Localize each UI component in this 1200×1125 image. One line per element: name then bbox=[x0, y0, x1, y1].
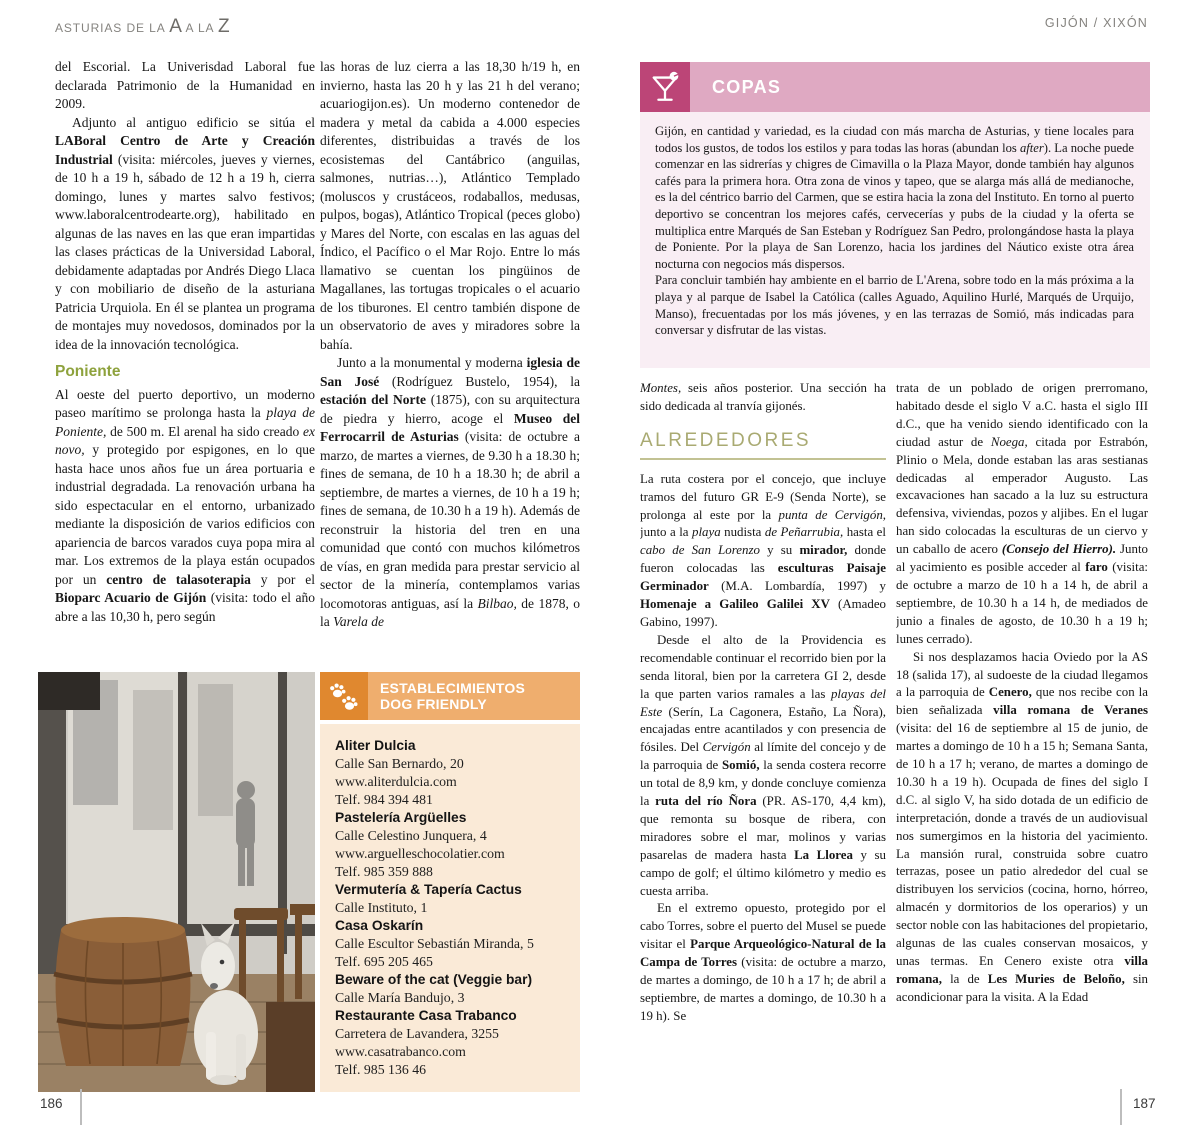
establishment-detail: Calle Escultor Sebastián Miranda, 5 bbox=[335, 936, 534, 951]
establishment-entry bbox=[335, 737, 568, 809]
paragraph: Desde el alto de la Providencia es recomendable continuar el recorrido bien por la senda litoral, bien por la carretera GI 2, desde la que parten varios ramales a las playas del Este (Serín, La Cagonera, Estaño, La Ñora), encajadas entre acantilados y con presencia de fósiles. Del Cervigón al límite del concejo y de la parroquia de Somió, la senda costera recorre un total de 8,9 km, y donde concluye comienza la ruta del río Ñora (PR. AS-170, 4,4 km), que remonta su bosque de ribera, con miradores sobre el mar, molinos y varias pasarelas de madera hasta La Llorea y su campo de golf; el último kilómetro y medio es cuesta arriba. bbox=[640, 632, 886, 898]
copas-box-header bbox=[640, 62, 1150, 112]
dog-friendly-box-body bbox=[320, 724, 580, 1092]
copas-box-body bbox=[640, 112, 1150, 368]
paw-prints-icon bbox=[320, 672, 368, 720]
paragraph: La ruta costera por el concejo, que incluye tramos del futuro GR E-9 (Senda Norte), se prolonga al este por la punta de Cervigón, junto a la playa nudista de Peñarrubia, hasta el cabo de San Lorenzo y su mirador, donde fueron colocadas las esculturas Paisaje Germinador (M.A. Lombardía, 1997) y Homenaje a Galileo Galilei XV (Amadeo Gabino, 1997). bbox=[640, 471, 886, 629]
establishment-name: Casa Oskarín bbox=[335, 918, 424, 933]
establishment-detail: www.aliterdulcia.com bbox=[335, 774, 457, 789]
establishment-entry bbox=[335, 917, 568, 971]
dog-cafe-photo bbox=[38, 672, 315, 1092]
establishment-detail: www.casatrabanco.com bbox=[335, 1044, 466, 1059]
dog-cafe-photo-illustration bbox=[38, 672, 315, 1092]
establishment-entry bbox=[335, 971, 568, 1007]
paragraph: Si nos desplazamos hacia Oviedo por la AS 18 (salida 17), al sudoeste de la ciudad llegamos a la parroquia de Cenero, que nos recibe con la bien señalizada villa romana de Veranes (visita: del 16 de septiembre al 15 de junio, de martes a domingo de 10 h a 15 h; Semana Santa, de 10 h a 17 h; verano, de martes a domingo de 10.30 h a 19 h). Ocupada de fines del siglo I d.C. al siglo V, ha sido dotada de un edificio de interpretación, donde a través de un audiovisual nos sumergimos en la historia del yacimiento. La mansión rural, construida sobre cuatro terrazas, posee un patio alrededor del cual se distribuyen los servicios (cocina, horno, hórreo, almacén y dormitorios de los operarios) y un sector noble con las habitaciones del propietario, algunas de las cuales conservan mosaicos, y unas termas. En Cenero existe otra villa romana, la de Les Muries de Beloño, sin acondicionar para la visita. A la Edad bbox=[896, 649, 1148, 1004]
establishment-detail: Carretera de Lavandera, 3255 bbox=[335, 1026, 499, 1041]
folio-rule-right bbox=[1120, 1089, 1122, 1125]
dog-friendly-title-line2: DOG FRIENDLY bbox=[380, 696, 487, 712]
left-page-column-2 bbox=[320, 58, 580, 660]
paragraph: Al oeste del puerto deportivo, un moderno paseo marítimo se prolonga hasta la playa de Poniente, de 500 m. El arenal ha sido creado ex novo, y protegido por espigones, en lo que hasta hace unos años fue un área portuaria e industrial degradada. La renovación urbana ha sido espectacular en el entorno, urbanizado mediante la disposición de varios edificios con apariencia de barcos varados cuya popa mira al mar. Los extremos de la playa están ocupados por un centro de talasoterapia y por el Bioparc Acuario de Gijón (visita: todo el año abre a las 10,30 h, pero según bbox=[55, 386, 315, 624]
establishment-name: Aliter Dulcia bbox=[335, 738, 416, 753]
establishment-name: Pastelería Argüelles bbox=[335, 810, 467, 825]
establishment-name: Restaurante Casa Trabanco bbox=[335, 1008, 517, 1023]
running-head-left bbox=[55, 16, 230, 38]
establishment-name: Vermutería & Tapería Cactus bbox=[335, 882, 522, 897]
paragraph: Montes, seis años posterior. Una sección ha sido dedicada al tranvía gijonés. bbox=[640, 381, 886, 413]
establishment-detail: Calle San Bernardo, 20 bbox=[335, 756, 464, 771]
running-head-left-text: A LA bbox=[181, 21, 218, 35]
barrel-shape bbox=[54, 917, 192, 1066]
establishment-entry bbox=[335, 809, 568, 881]
establishment-detail: Calle María Bandujo, 3 bbox=[335, 990, 465, 1005]
establishment-entry bbox=[335, 1007, 568, 1079]
establishment-detail: Telf. 984 394 481 bbox=[335, 792, 433, 807]
paragraph: las horas de luz cierra a las 18,30 h/19 h, en invierno, hasta las 20 h y las 21 h del verano; acuariogijon.es). Un moderno contenedor de madera y metal da cabida a 4.000 especies diferentes, distribuidas a través de los ecosistemas del Cantábrico (anguilas, salmones, nutrias…), Atlántico Templado (moluscos y crustáceos, rodaballos, medusas, pulpos, bogas), Atlántico Tropical (peces globo) y Mares del Norte, con escalas en las aguas del Índico, el Pacífico o el Mar Rojo. Entre lo más llamativo se cuentan los pingüinos de Magallanes, las tortugas tropicales o el acuario de los tiburones. El centro también dispone de un observatorio de aves y miradores sobre la bahía. bbox=[320, 59, 580, 352]
dog-friendly-title-bar bbox=[368, 672, 580, 720]
running-head-right: GIJÓN / XIXÓN bbox=[1044, 16, 1148, 30]
page-number-right: 187 bbox=[1133, 1096, 1156, 1111]
left-page-column-1 bbox=[55, 58, 315, 660]
cocktail-glass-icon bbox=[640, 62, 690, 112]
section-heading: ALREDEDORES bbox=[640, 432, 886, 460]
right-page-column-2 bbox=[896, 380, 1148, 1092]
establishment-name: Beware of the cat (Veggie bar) bbox=[335, 972, 533, 987]
dog-friendly-box-header bbox=[320, 672, 580, 720]
running-head-left-text: ASTURIAS DE LA bbox=[55, 21, 170, 35]
establishment-detail: Calle Instituto, 1 bbox=[335, 900, 428, 915]
folio-rule-left bbox=[80, 1089, 82, 1125]
establishment-detail: Telf. 985 359 888 bbox=[335, 864, 433, 879]
dog-friendly-title-line1: ESTABLECIMIENTOS bbox=[380, 680, 526, 696]
establishment-detail: Calle Celestino Junquera, 4 bbox=[335, 828, 487, 843]
section-heading: Poniente bbox=[55, 363, 121, 380]
page-number-left: 186 bbox=[40, 1096, 63, 1111]
paragraph: Junto a la monumental y moderna iglesia de San José (Rodríguez Bustelo, 1954), la estación del Norte (1875), con su arquitectura de piedra y hierro, acoge el Museo del Ferrocarril de Asturias (visita: de octubre a marzo, de martes a viernes, de 9.30 h a 18.30 h; fines de semana, de 10 h a 18.30 h; de abril a septiembre, de martes a viernes, de 10 h a 19 h; fines de semana, de 10.30 h a 19 h). Además de reconstruir la historia del tren en una comunidad que contó con muchos kilómetros de vías, en gran medida para prestar servicio al sector de la minería, contemplamos varias locomotoras antiguas, así la Bilbao, de 1878, o la Varela de bbox=[320, 355, 580, 629]
paragraph: Gijón, en cantidad y variedad, es la ciudad con más marcha de Asturias, y tiene locales para todos los gustos, de todos los estilos y para todas las horas (abundan los after). La noche puede comenzar en las sidrerías y chigres de Cimavilla o la Plaza Mayor, donde también hay algunos cafés para la primera hora. Otra zona de vinos y tapeo, que se alarga más allá de medianoche, es la del céntrico barrio del Carmen, que se estira hacia la zona del Instituto. En torno al puerto deportivo se concentran los mejores cafés, cervecerías y pubs de la ciudad y la oferta se multiplica entre Marqués de San Esteban y Rodríguez San Pedro, prolongándose hasta la playa de Poniente. Por la playa de San Lorenzo, hacia los jardines del Náutico existe otra área nocturna con negocios más dispersos. bbox=[655, 124, 1135, 271]
establishment-detail: Telf. 985 136 46 bbox=[335, 1062, 426, 1077]
running-head-letter-a: A bbox=[169, 16, 182, 37]
establishment-entry bbox=[335, 881, 568, 917]
copas-title: COPAS bbox=[712, 76, 782, 97]
paragraph: En el extremo opuesto, protegido por el cabo Torres, sobre el puerto del Musel se puede visitar el Parque Arqueológico-Natural de la Campa de Torres (visita: de octubre a marzo, de martes a domingo, de 10 h a 17 h; de abril a septiembre, de martes a domingo, de 10.30 h a 19 h). Se bbox=[640, 901, 886, 1023]
establishment-detail: www.arguelleschocolatier.com bbox=[335, 846, 505, 861]
paragraph: Adjunto al antiguo edificio se sitúa el LABoral Centro de Arte y Creación Industrial (visita: miércoles, jueves y viernes, de 10 h a 19 h, sábado de 12 h a 19 h, cierra domingo, lunes y martes salvo festivos; www.laboralcentrodearte.org), habilitado en algunas de las naves en las que eran impartidas las clases prácticas de la Universidad Laboral, debidamente adaptadas por Andrés Diego Llaca y con mobiliario de diseño de la asturiana Patricia Urquiola. En él se plantea un programa de montajes muy novedosos, dominados por la idea de la innovación tecnológica. bbox=[55, 114, 315, 352]
copas-title-bar bbox=[690, 62, 1150, 112]
right-page-column-1 bbox=[640, 380, 886, 1092]
paragraph: trata de un poblado de origen prerromano, habitado desde el siglo V a.C. hasta el siglo III d.C., que ha venido siendo identificado con la ciudad astur de Noega, citada por Estrabón, Plinio o Mela, donde estaban las aras sestianas dedicadas al emperador Augusto. Las excavaciones han sacado a la luz su estructura defensiva, viviendas, pozos y aljibes. En el lugar han sido colocadas la esculturas de un ciervo y un caballo de acero (Consejo del Hierro). Junto al yacimiento es posible acceder al faro (visita: de octubre a marzo de 10 h a 14 h, de abril a septiembre, de 10.30 h a 14 h, de mediados de junio a finales de agosto, de 10.30 h a 19 h; lunes cerrado). bbox=[896, 381, 1148, 646]
paragraph: Para concluir también hay ambiente en el barrio de L'Arena, sobre todo en la más próxima a la playa y al parque de Isabel la Católica (calles Aguado, Aquilino Hurlé, Marqués de Urquijo, Manso), frecuentadas por los más jóvenes, y en las terrazas de Somió, más indicadas para conversar y disfrutar de las vistas. bbox=[655, 273, 1134, 338]
running-head-letter-z: Z bbox=[218, 16, 230, 37]
establishment-detail: Telf. 695 205 465 bbox=[335, 954, 433, 969]
paragraph: del Escorial. La Univerisdad Laboral fue declarada Patrimonio de la Humanidad en 2009. bbox=[55, 59, 315, 111]
